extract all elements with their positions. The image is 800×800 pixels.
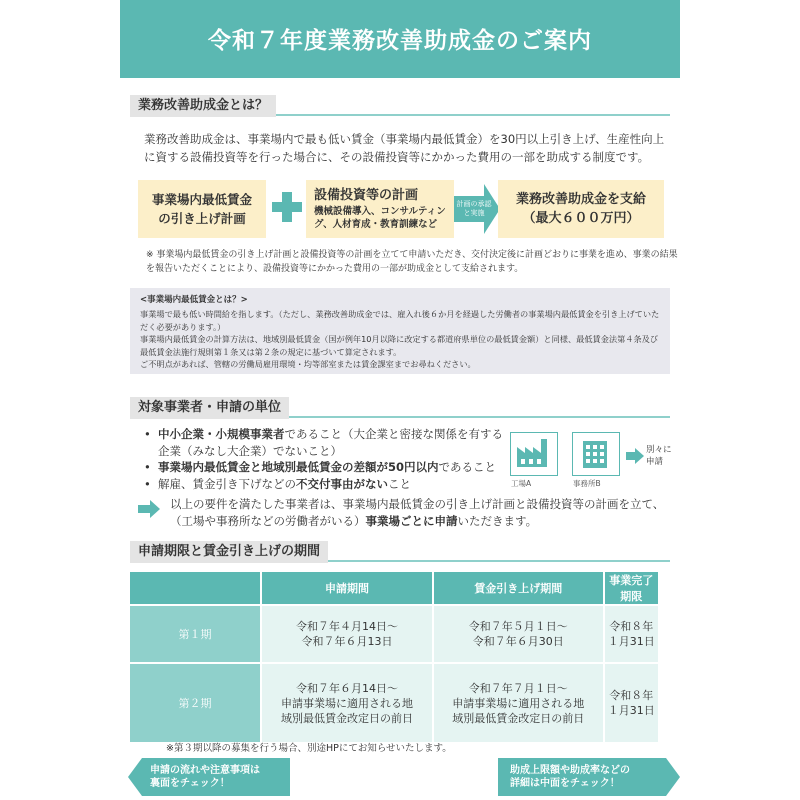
definition-panel bbox=[130, 288, 670, 374]
right-arrow-icon bbox=[454, 184, 500, 234]
row-label: 第１期 bbox=[130, 606, 262, 664]
application-unit-note: 以上の要件を満たした事業者は、事業場内最低賃金の引き上げ計画と設備投資等の計画を立て、（工場や事務所などの労働者がいる）事業場ごとに申請いただきます。 bbox=[170, 497, 665, 528]
table-cell: 令和７年７月１日～ 申請事業場に適用される地域別最低賃金改定日の前日 bbox=[434, 664, 605, 744]
list-item: • 中小企業・小規模事業者であること（大企業と密接な関係を有する企業（みなし大企業）でないこと） bbox=[144, 426, 504, 459]
box-b-sub2: グ、人材育成・教育訓練など bbox=[314, 219, 438, 230]
wage-raise-plan-box bbox=[138, 180, 266, 238]
back-page-button[interactable] bbox=[128, 758, 290, 796]
inner-page-line1: 助成上限額や助成率などの bbox=[510, 765, 630, 776]
table-row bbox=[130, 606, 660, 664]
table-cell: 令和７年６月14日～ 申請事業場に適用される地域別最低賃金改定日の前日 bbox=[262, 664, 434, 744]
title-banner bbox=[120, 0, 680, 78]
list-item: • 事業場内最低賃金と地域別最低賃金の差額が50円以内であること bbox=[144, 459, 504, 476]
table-cell: 令和８年１月31日 bbox=[605, 606, 660, 664]
section-heading-label: 対象事業者・申請の単位 bbox=[130, 397, 289, 419]
arrow-line2: と実施 bbox=[463, 209, 485, 217]
page-title: 令和７年度業務改善助成金のご案内 bbox=[208, 28, 592, 54]
section-heading-about bbox=[130, 94, 670, 116]
back-page-line1: 申請の流れや注意事項は bbox=[150, 765, 260, 776]
box-a-line2: の引き上げ計画 bbox=[158, 211, 246, 226]
row-label: 第２期 bbox=[130, 664, 262, 744]
right-arrow-icon bbox=[626, 448, 644, 464]
future-round-note: ※第３期以降の募集を行う場合、別途HPにてお知らせいたします。 bbox=[166, 743, 452, 754]
plus-icon bbox=[272, 192, 302, 222]
separate-application-note: 別々に 申請 bbox=[646, 445, 672, 467]
section-heading-label: 申請期限と賃金引き上げの期間 bbox=[130, 541, 328, 563]
section-heading-label: 業務改善助成金とは？ bbox=[130, 95, 276, 117]
factory-label: 工場A bbox=[511, 479, 532, 488]
table-header: 申請期間 bbox=[262, 572, 434, 606]
table-header bbox=[130, 572, 262, 606]
table-cell: 令和７年４月14日～ 令和７年６月13日 bbox=[262, 606, 434, 664]
definition-line2: 事業場内最低賃金の計算方法は、地域別最低賃金（国が例年10月以降に改定する都道府県単位の最低賃金額）と同様、最低賃金法第４条及び最低賃金法施行規則第１条又は第２条の規定に基づいて算定されます。 bbox=[140, 334, 659, 357]
table-header: 事業完了期限 bbox=[605, 572, 660, 606]
office-label: 事務所B bbox=[573, 479, 601, 488]
table-cell: 令和７年５月１日～ 令和７年６月30日 bbox=[434, 606, 605, 664]
box-b-main: 設備投資等の計画 bbox=[314, 188, 419, 203]
eligibility-list bbox=[144, 426, 504, 492]
table-row bbox=[130, 664, 660, 744]
box-a-line1: 事業場内最低賃金 bbox=[151, 192, 252, 207]
office-icon bbox=[572, 432, 620, 488]
intro-paragraph: 業務改善助成金は、事業場内で最も低い賃金（事業場内最低賃金）を30円以上引き上げ、生産性向上に資する設備投資等を行った場合に、その設備投資等にかかった費用の一部を助成する制度です。 bbox=[144, 132, 665, 164]
back-page-line2: 裏面をチェック！ bbox=[150, 778, 230, 789]
investment-plan-box bbox=[306, 180, 454, 238]
arrow-line1: 計画の承認 bbox=[456, 200, 492, 208]
table-header-row bbox=[130, 572, 660, 606]
table-header: 賃金引き上げ期間 bbox=[434, 572, 605, 606]
right-arrow-icon bbox=[138, 500, 160, 518]
definition-line1: 事業場で最も低い時間給を指します。（ただし、業務改善助成金では、雇入れ後６か月を経過した労働者の事業場内最低賃金を引き上げていただく必要があります。） bbox=[140, 309, 660, 332]
table-cell: 令和８年１月31日 bbox=[605, 664, 660, 744]
flyer-page bbox=[120, 0, 680, 800]
box-c-line2: （最大６００万円） bbox=[522, 211, 640, 226]
inner-page-button[interactable] bbox=[498, 758, 680, 796]
grant-payment-box bbox=[498, 180, 664, 238]
workplace-icons bbox=[510, 432, 680, 492]
box-b-sub1: 機械設備導入、コンサルティン bbox=[314, 206, 446, 217]
definition-title: <事業場内最低賃金とは？> bbox=[140, 295, 248, 305]
flow-note: ※ 事業場内最低賃金の引き上げ計画と設備投資等の計画を立てて申請いただき、交付決定後に計画どおりに事業を進め、事業の結果を報告いただくことにより、設備投資等にかかった費用の一部が助成金として支給されます。 bbox=[146, 250, 678, 274]
definition-line3: ご不明点があれば、管轄の労働局雇用環境・均等部室または賃金課室までお尋ねください。 bbox=[140, 359, 476, 370]
box-c-line1: 業務改善助成金を支給 bbox=[515, 192, 646, 207]
factory-icon bbox=[510, 432, 558, 488]
periods-table bbox=[130, 572, 660, 744]
section-heading-eligibility bbox=[130, 396, 670, 418]
section-heading-periods bbox=[130, 540, 670, 562]
list-item: • 解雇、賃金引き下げなどの不交付事由がないこと bbox=[144, 476, 504, 493]
inner-page-line2: 詳細は中面をチェック！ bbox=[510, 778, 620, 789]
